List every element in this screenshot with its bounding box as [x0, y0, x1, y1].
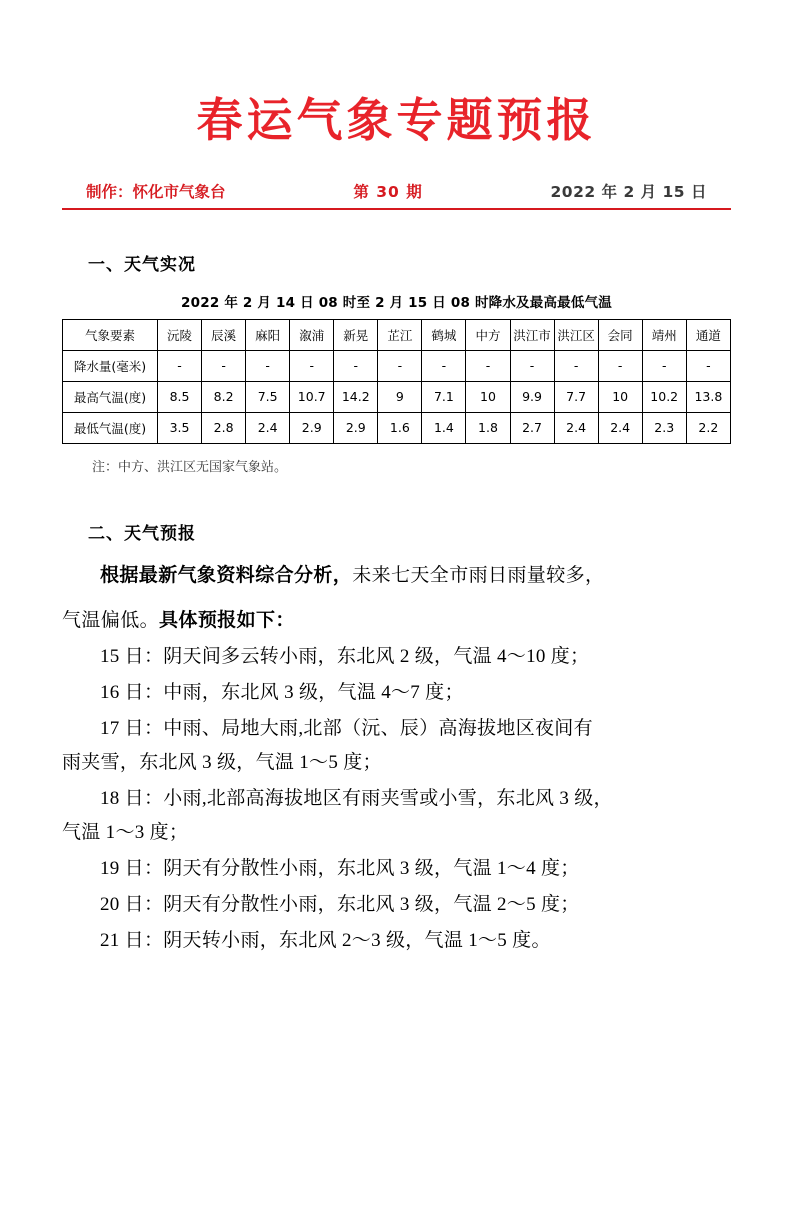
table-cell: -: [334, 350, 378, 381]
page-title: 春运气象专题预报: [196, 93, 597, 147]
table-cell: 2.4: [598, 412, 642, 443]
table-row: [63, 412, 731, 443]
byline-date: 2022 年 2 月 15 日: [550, 182, 707, 201]
table-cell: -: [554, 350, 598, 381]
table-header-cell: 会同: [598, 319, 642, 350]
table-row: [63, 350, 731, 381]
table-cell: 2.9: [334, 412, 378, 443]
forecast-day-line-cont: 雨夹雪，东北风 3 级，气温 1～5 度；: [62, 751, 382, 773]
table-header-cell: 洪江区: [554, 319, 598, 350]
table-cell: 2.2: [686, 412, 730, 443]
table-cell: 10: [598, 381, 642, 412]
table-cell: 13.8: [686, 381, 730, 412]
byline: [62, 180, 731, 210]
table-cell: 8.5: [158, 381, 202, 412]
forecast-day-line: 17 日：中雨、局地大雨,北部（沅、辰）高海拔地区夜间有: [100, 717, 593, 739]
table-cell: -: [158, 350, 202, 381]
forecast-day-line: 20 日：阴天有分散性小雨，东北风 3 级，气温 2～5 度；: [100, 893, 580, 915]
table-header-cell: 沅陵: [158, 319, 202, 350]
table-cell: 3.5: [158, 412, 202, 443]
section-heading-weather-observation: 一、天气实况: [88, 254, 196, 275]
table-cell: 7.7: [554, 381, 598, 412]
table-cell: 2.7: [510, 412, 554, 443]
forecast-intro-bold-1: 根据最新气象资料综合分析，: [100, 563, 353, 586]
forecast-day-line: 15 日：阴天间多云转小雨，东北风 2 级，气温 4～10 度；: [100, 645, 590, 667]
table-cell: 8.2: [202, 381, 246, 412]
table-header-cell: 新晃: [334, 319, 378, 350]
forecast-intro-normal-1: 未来七天全市雨日雨量较多，: [352, 564, 605, 586]
table-header-cell: 靖州: [642, 319, 686, 350]
table-cell: -: [378, 350, 422, 381]
table-caption: 2022 年 2 月 14 日 08 时至 2 月 15 日 08 时降水及最高最低气温: [181, 294, 612, 311]
table-cell: -: [686, 350, 730, 381]
table-cell: 2.4: [246, 412, 290, 443]
table-header-cell: 麻阳: [246, 319, 290, 350]
forecast-day-line-cont: 气温 1～3 度；: [62, 821, 189, 843]
weather-data-table: [62, 319, 731, 444]
forecast-day-line: 18 日：小雨,北部高海拔地区有雨夹雪或小雪，东北风 3 级，: [100, 787, 613, 809]
table-cell: 1.6: [378, 412, 422, 443]
table-header-cell: 芷江: [378, 319, 422, 350]
table-cell: -: [422, 350, 466, 381]
table-header-cell: 辰溪: [202, 319, 246, 350]
section-heading-weather-forecast: 二、天气预报: [88, 523, 196, 544]
forecast-day-line: 19 日：阴天有分散性小雨，东北风 3 级，气温 1～4 度；: [100, 857, 580, 879]
table-cell: -: [246, 350, 290, 381]
table-row: [63, 381, 731, 412]
table-note: 注：中方、洪江区无国家气象站。: [92, 459, 288, 475]
table-cell: -: [466, 350, 510, 381]
table-cell: 2.9: [290, 412, 334, 443]
table-row-header: [63, 319, 731, 350]
forecast-day-line: 16 日：中雨，东北风 3 级，气温 4～7 度；: [100, 681, 464, 703]
table-cell: 10.2: [642, 381, 686, 412]
table-cell: 14.2: [334, 381, 378, 412]
table-cell: 1.4: [422, 412, 466, 443]
table-header-cell: 鹤城: [422, 319, 466, 350]
forecast-intro-paragraph-2: [62, 603, 731, 638]
document-page: [0, 92, 793, 1214]
table-cell: 7.1: [422, 381, 466, 412]
forecast-day-line: 21 日：阴天转小雨，东北风 2～3 级，气温 1～5 度。: [100, 929, 551, 951]
table-header-cell: 中方: [466, 319, 510, 350]
table-cell: 10: [466, 381, 510, 412]
table-cell: -: [598, 350, 642, 381]
table-header-cell: 洪江市: [510, 319, 554, 350]
table-header-cell: 气象要素: [63, 319, 158, 350]
table-cell: -: [202, 350, 246, 381]
table-cell: -: [290, 350, 334, 381]
byline-issue: 第 30 期: [353, 182, 423, 201]
table-row-label: 降水量(毫米): [63, 350, 158, 381]
table-cell: 1.8: [466, 412, 510, 443]
table-cell: 2.3: [642, 412, 686, 443]
table-cell: 9.9: [510, 381, 554, 412]
byline-maker: 制作：怀化市气象台: [86, 182, 226, 201]
table-cell: 10.7: [290, 381, 334, 412]
table-header-cell: 通道: [686, 319, 730, 350]
table-cell: 7.5: [246, 381, 290, 412]
table-cell: 9: [378, 381, 422, 412]
table-row-label: 最高气温(度): [63, 381, 158, 412]
table-row-label: 最低气温(度): [63, 412, 158, 443]
table-cell: -: [642, 350, 686, 381]
table-cell: 2.8: [202, 412, 246, 443]
table-cell: 2.4: [554, 412, 598, 443]
forecast-intro-bold-2: 具体预报如下：: [159, 608, 295, 631]
forecast-intro-normal-2: 气温偏低。: [62, 609, 160, 631]
forecast-intro-paragraph: [62, 558, 731, 593]
table-header-cell: 溆浦: [290, 319, 334, 350]
table-cell: -: [510, 350, 554, 381]
